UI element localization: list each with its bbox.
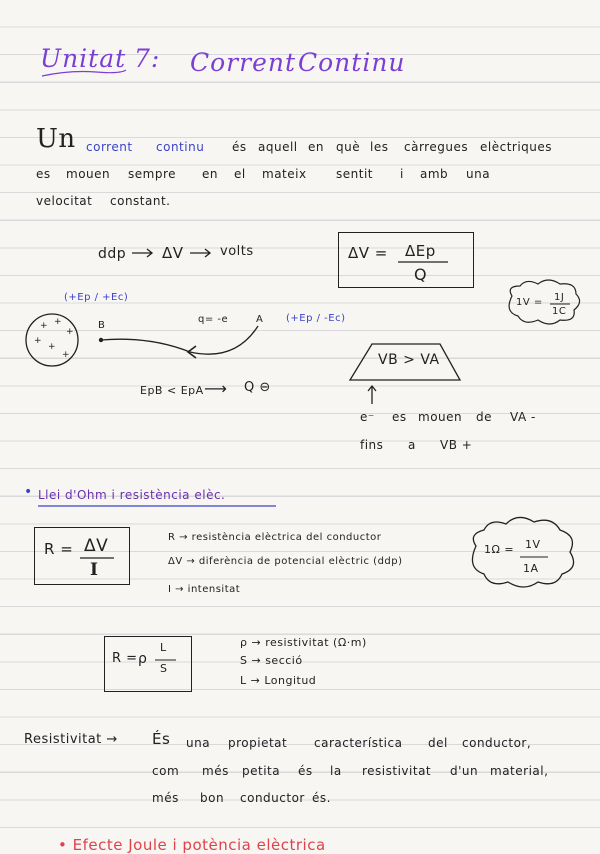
ohm-definition: I → intensitat bbox=[168, 584, 241, 595]
cloud-ohm-den: 1A bbox=[523, 562, 539, 575]
cloud-shape-icon bbox=[472, 517, 573, 587]
sphere-plus: + bbox=[40, 321, 49, 331]
electrons-word: VB + bbox=[440, 438, 473, 452]
intro-word: càrregues bbox=[404, 140, 469, 154]
resistivity-word: conductor bbox=[240, 791, 305, 805]
energy-comparison: EpB < EpA bbox=[140, 384, 204, 397]
cloud-ohm-num: 1V bbox=[525, 538, 541, 551]
title-word-unitat: Unitat bbox=[40, 44, 127, 73]
rho-den: S bbox=[160, 662, 168, 675]
intro-word: velocitat bbox=[36, 194, 93, 208]
title-word-continu: Continu bbox=[298, 48, 406, 77]
electrons-word: VA - bbox=[510, 410, 536, 424]
intro-word: aquell bbox=[258, 140, 298, 154]
title-underline bbox=[42, 70, 126, 76]
resistivity-word: la bbox=[330, 764, 342, 778]
intro-word: Un bbox=[36, 124, 76, 154]
sphere-plus: + bbox=[54, 317, 63, 327]
title-word-corrent: Corrent bbox=[190, 48, 297, 77]
intro-word: mouen bbox=[66, 167, 111, 181]
electrons-word: mouen bbox=[418, 410, 463, 424]
sphere-plus: + bbox=[66, 327, 75, 337]
rho-definition: L → Longitud bbox=[240, 674, 317, 687]
electrons-word: e⁻ bbox=[360, 410, 375, 424]
intro-word: què bbox=[336, 140, 361, 154]
rho-definition: ρ → resistivitat (Ω·m) bbox=[240, 636, 367, 649]
intro-word: i bbox=[400, 167, 404, 181]
charge-label: q= -e bbox=[198, 314, 229, 325]
intro-word: constant. bbox=[110, 194, 171, 208]
intro-word: una bbox=[466, 167, 491, 181]
intro-word: corrent bbox=[86, 140, 133, 154]
resistivity-word: conductor, bbox=[462, 736, 532, 750]
title-word-number: 7: bbox=[134, 44, 161, 73]
resistivity-word: més bbox=[152, 791, 179, 805]
point-a-energy-signs: (+Ep / -Ec) bbox=[286, 313, 346, 324]
joule-heading: • Efecte Joule i potència elèctrica bbox=[58, 836, 326, 854]
up-arrow-icon bbox=[368, 386, 376, 404]
resistivity-word: és bbox=[298, 764, 313, 778]
resistivity-word: una bbox=[186, 736, 211, 750]
resistivity-word: del bbox=[428, 736, 448, 750]
cloud-shape-icon bbox=[509, 280, 579, 324]
formula-v-lhs: ΔV = bbox=[348, 244, 388, 262]
ddp-unit: volts bbox=[220, 244, 254, 259]
electrons-word: es bbox=[392, 410, 407, 424]
cloud-ohm-lhs: 1Ω = bbox=[484, 543, 515, 556]
electrons-word: a bbox=[408, 438, 416, 452]
sphere-energy-signs: (+Ep / +Ec) bbox=[64, 292, 129, 303]
electrons-word: fins bbox=[360, 438, 384, 452]
formula-v-den: Q bbox=[414, 265, 428, 284]
intro-word: mateix bbox=[262, 167, 307, 181]
rho-definition: S → secció bbox=[240, 654, 303, 667]
potential-comparison: VB > VA bbox=[378, 352, 440, 368]
intro-word: les bbox=[370, 140, 389, 154]
intro-word: sempre bbox=[128, 167, 176, 181]
ohm-heading: Llei d'Ohm i resistència elèc. bbox=[38, 488, 226, 502]
sphere-plus: + bbox=[48, 342, 57, 352]
intro-word: elèctriques bbox=[480, 140, 553, 154]
electrons-word: de bbox=[476, 410, 492, 424]
charge-q: Q ⊖ bbox=[244, 380, 271, 395]
point-b-label: B bbox=[98, 320, 106, 331]
resistivity-word: És bbox=[152, 730, 171, 748]
resistivity-word: bon bbox=[200, 791, 225, 805]
intro-word: sentit bbox=[336, 167, 373, 181]
resistivity-word: característica bbox=[314, 736, 403, 750]
resistivity-word: és. bbox=[312, 791, 331, 805]
resistivity-label: Resistivitat → bbox=[24, 732, 118, 747]
resistivity-word: petita bbox=[242, 764, 281, 778]
resistivity-word: més bbox=[202, 764, 229, 778]
ohm-lhs: R = bbox=[44, 540, 74, 558]
formula-v-num: ΔEp bbox=[405, 242, 436, 260]
charge-path bbox=[101, 326, 258, 354]
arrow-icon bbox=[190, 249, 210, 257]
ohm-definition: R → resistència elèctrica del conductor bbox=[168, 532, 382, 543]
charged-sphere bbox=[26, 314, 78, 366]
ddp-label: ddp bbox=[98, 246, 127, 262]
resistivity-word: material, bbox=[490, 764, 549, 778]
intro-word: en bbox=[308, 140, 324, 154]
arrow-icon bbox=[132, 249, 152, 257]
energy-arrow: ⟶ bbox=[204, 379, 228, 398]
intro-word: continu bbox=[156, 140, 205, 154]
resistivity-word: propietat bbox=[228, 736, 288, 750]
intro-word: en bbox=[202, 167, 218, 181]
resistivity-word: com bbox=[152, 764, 180, 778]
rho-num: L bbox=[160, 641, 167, 654]
cloud-v-lhs: 1V = bbox=[516, 297, 543, 308]
sphere-plus: + bbox=[34, 336, 43, 346]
intro-word: es bbox=[36, 167, 51, 181]
ddp-delta-v: ΔV bbox=[162, 244, 184, 262]
cloud-v-den: 1C bbox=[552, 306, 567, 317]
point-a-label: A bbox=[256, 314, 264, 325]
ohm-definition: ΔV → diferència de potencial elèctric (ddp) bbox=[168, 556, 403, 567]
ohm-num: ΔV bbox=[84, 536, 109, 556]
intro-word: el bbox=[234, 167, 246, 181]
rho-symbol: ρ bbox=[138, 651, 148, 667]
ohm-heading-bullet: • bbox=[24, 484, 33, 500]
resistivity-word: resistivitat bbox=[362, 764, 432, 778]
resistivity-word: d'un bbox=[450, 764, 479, 778]
rho-lhs: R = bbox=[112, 651, 138, 666]
cloud-v-num: 1J bbox=[554, 292, 565, 303]
ohm-den: I bbox=[90, 560, 99, 580]
intro-word: és bbox=[232, 140, 247, 154]
intro-word: amb bbox=[420, 167, 449, 181]
sphere-plus: + bbox=[62, 350, 71, 360]
trapezoid-shape bbox=[350, 344, 460, 380]
